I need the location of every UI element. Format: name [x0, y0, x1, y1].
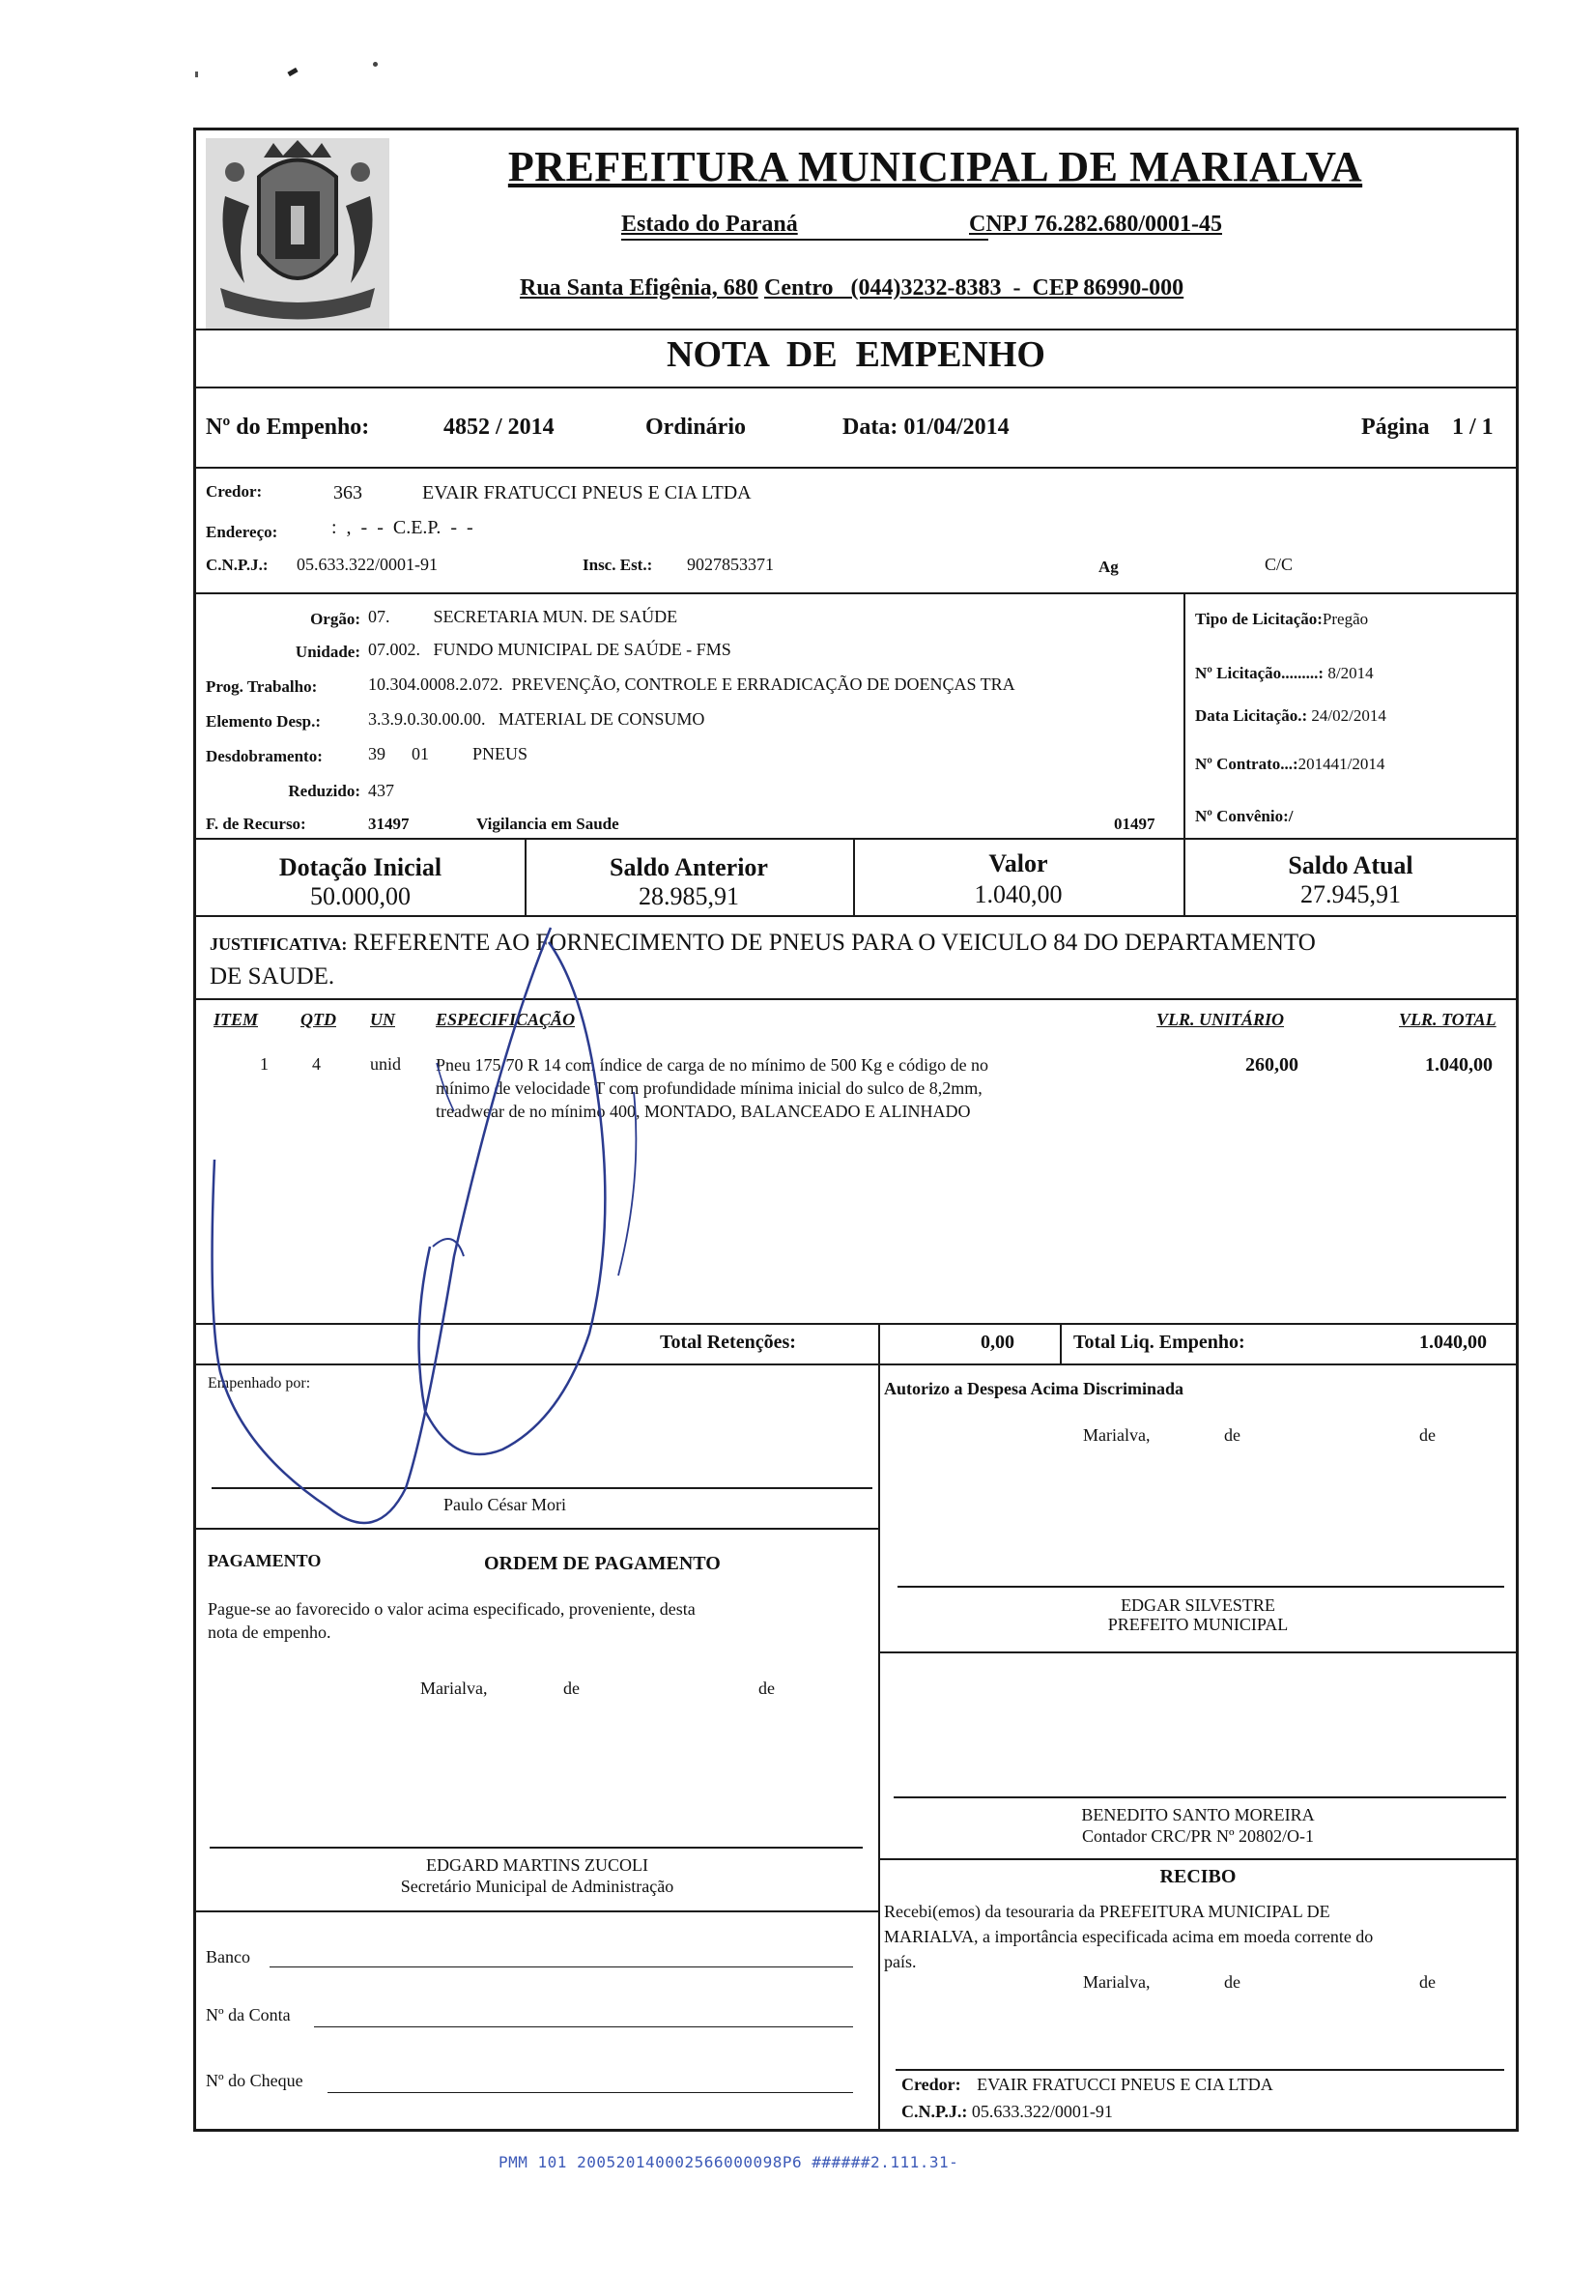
item-description-line-1: Pneu 175/70 R 14 com índice de carga de no mínimo de 500 Kg e código de no: [436, 1055, 989, 1075]
prefeito-title: PREFEITO MUNICIPAL: [1107, 1615, 1289, 1634]
saldo-anterior-label: Saldo Anterior: [610, 853, 768, 881]
numero-convenio: Nº Convênio:/: [1195, 807, 1294, 825]
numero-cheque-field: [328, 2092, 853, 2093]
credor-cnpj-label: C.N.P.J.:: [206, 556, 269, 574]
fonte-recurso-label: F. de Recurso:: [206, 815, 306, 833]
autorizo-de-1: de: [1224, 1425, 1240, 1445]
street-address: Rua Santa Efigênia, 680: [520, 275, 758, 301]
reduzido-label: Reduzido:: [288, 782, 360, 800]
saldo-atual-value: 27.945,91: [1300, 880, 1401, 908]
autorizo-de-2: de: [1419, 1425, 1436, 1445]
pagamento-text-2: nota de empenho.: [208, 1622, 331, 1642]
contador-name: BENEDITO SANTO MOREIRA: [1081, 1805, 1315, 1824]
unidade-value: 07.002. FUNDO MUNICIPAL DE SAÚDE - FMS: [368, 640, 731, 659]
state-name: Estado do Paraná: [621, 212, 798, 237]
col-header-especificacao: ESPECIFICAÇÃO: [436, 1010, 576, 1029]
dotacao-inicial-value: 50.000,00: [310, 882, 411, 910]
orgao-label: Orgão:: [310, 610, 360, 628]
recibo-de-1: de: [1224, 1972, 1240, 1992]
pagamento-text: [208, 1597, 696, 1644]
col-header-qtd: QTD: [300, 1010, 336, 1029]
recibo-cnpj-value: 05.633.322/0001-91: [971, 2102, 1113, 2121]
autorizo-label: Autorizo a Despesa Acima Discriminada: [884, 1379, 1183, 1398]
page-number: 1 / 1: [1452, 415, 1494, 440]
valor-value: 1.040,00: [974, 880, 1063, 908]
total-liquido-value: 1.040,00: [1419, 1332, 1487, 1353]
pagamento-text-1: Pague-se ao favorecido o valor acima especificado, proveniente, desta: [208, 1599, 696, 1619]
numero-licitacao-value: 8/2014: [1327, 664, 1374, 682]
item-unit: unid: [370, 1054, 402, 1074]
footer-tracking-code: PMM 101 200520140002566000098P6 ######2.111.31-: [499, 2153, 959, 2171]
nota-de-empenho-document: [193, 128, 1519, 2132]
empenhado-por-name: Paulo César Mori: [443, 1495, 566, 1514]
valor-label: Valor: [988, 849, 1048, 877]
col-header-item: ITEM: [214, 1010, 259, 1029]
banco-field: [270, 1966, 853, 1967]
reduzido-value: 437: [368, 781, 394, 800]
credor-cnpj: 05.633.322/0001-91: [297, 555, 438, 574]
desdobramento-label: Desdobramento:: [206, 747, 323, 765]
tipo-licitacao-value: Pregão: [1322, 610, 1369, 628]
recibo-credor-label: Credor:: [901, 2075, 961, 2094]
desdobramento-value: 39 01 PNEUS: [368, 744, 528, 763]
municipality-title: PREFEITURA MUNICIPAL DE MARIALVA: [507, 143, 1363, 190]
empenho-date: Data: 01/04/2014: [842, 415, 1010, 440]
ordem-pagamento-title: ORDEM DE PAGAMENTO: [484, 1553, 721, 1574]
banco-label: Banco: [206, 1947, 250, 1966]
recibo-text-1: Recebi(emos) da tesouraria da PREFEITURA MUNICIPAL DE: [884, 1902, 1330, 1921]
tipo-licitacao-label: Tipo de Licitação:: [1195, 610, 1323, 628]
justificativa-text-2: DE SAUDE.: [210, 963, 335, 990]
total-retencoes-label: Total Retenções:: [660, 1332, 796, 1353]
item-description: [436, 1053, 1151, 1123]
recibo-cnpj-label: C.N.P.J.:: [901, 2102, 968, 2121]
numero-licitacao: [1195, 664, 1374, 683]
pagamento-de-1: de: [563, 1679, 580, 1698]
item-total-price: 1.040,00: [1425, 1054, 1493, 1076]
scan-speck-mark: [373, 62, 378, 67]
scan-speck-mark: [287, 68, 298, 76]
fonte-recurso-code: 31497: [368, 815, 410, 833]
empenho-type: Ordinário: [645, 415, 747, 440]
page-label: Página: [1361, 415, 1430, 440]
scan-speck-mark: [195, 72, 198, 77]
data-licitacao: [1195, 706, 1386, 726]
recibo-credor: [901, 2075, 1273, 2095]
prefeito-name: EDGAR SILVESTRE: [1121, 1595, 1275, 1615]
empenho-number: 4852 / 2014: [443, 415, 555, 440]
data-licitacao-label: Data Licitação.:: [1195, 706, 1308, 725]
numero-contrato-label: Nº Contrato...:: [1195, 755, 1298, 773]
recibo-text-3: país.: [884, 1952, 917, 1971]
item-number: 1: [260, 1054, 269, 1074]
elemento-despesa-label: Elemento Desp.:: [206, 712, 321, 731]
dotacao-inicial-label: Dotação Inicial: [278, 853, 442, 881]
numero-conta-label: Nº da Conta: [206, 2005, 291, 2024]
numero-cheque-label: Nº do Cheque: [206, 2071, 303, 2090]
item-description-line-2: mínimo de velocidade T com profundidade mínima inicial do sulco de 8,2mm,: [436, 1078, 983, 1098]
recibo-credor-value: EVAIR FRATUCCI PNEUS E CIA LTDA: [977, 2075, 1273, 2094]
recibo-title: RECIBO: [1159, 1866, 1237, 1887]
document-title: NOTA DE EMPENHO: [667, 334, 1045, 375]
recibo-text-2: MARIALVA, a importância especificada acima em moeda corrente do: [884, 1927, 1374, 1946]
conta-corrente-label: C/C: [1265, 555, 1294, 574]
data-licitacao-value: 24/02/2014: [1311, 706, 1386, 725]
pagamento-label: PAGAMENTO: [208, 1551, 322, 1570]
saldo-atual-label: Saldo Atual: [1288, 851, 1413, 879]
tipo-licitacao: [1195, 610, 1368, 629]
insc-est-label: Insc. Est.:: [583, 556, 653, 574]
col-header-un: UN: [370, 1010, 395, 1029]
recibo-de-2: de: [1419, 1972, 1436, 1992]
pagamento-de-2: de: [758, 1679, 775, 1698]
numero-contrato: [1195, 755, 1384, 774]
unidade-label: Unidade:: [295, 643, 360, 661]
item-description-line-3: treadwear de no mínimo 400, MONTADO, BALANCEADO E ALINHADO: [436, 1102, 971, 1121]
credor-name: EVAIR FRATUCCI PNEUS E CIA LTDA: [422, 482, 752, 503]
col-header-valor-total: VLR. TOTAL: [1399, 1010, 1496, 1029]
secretario-title: Secretário Municipal de Administração: [400, 1877, 674, 1896]
justificativa-label: JUSTIFICATIVA:: [210, 934, 348, 954]
fonte-recurso-code-2: 01497: [1114, 815, 1155, 833]
total-liquido-label: Total Liq. Empenho:: [1073, 1332, 1245, 1353]
endereco-value: : , - - C.E.P. - -: [331, 517, 473, 538]
numero-contrato-value: 201441/2014: [1297, 755, 1385, 773]
numero-licitacao-label: Nº Licitação.........:: [1195, 664, 1325, 682]
contador-title: Contador CRC/PR Nº 20802/O-1: [1081, 1826, 1315, 1846]
credor-code: 363: [333, 482, 362, 503]
justificativa-text-1: REFERENTE AO FORNECIMENTO DE PNEUS PARA O VEICULO 84 DO DEPARTAMENTO: [353, 930, 1316, 956]
header-cnpj: CNPJ 76.282.680/0001-45: [969, 212, 1222, 237]
insc-est-value: 9027853371: [687, 555, 774, 574]
autorizo-city: Marialva,: [1083, 1425, 1151, 1445]
recibo-city: Marialva,: [1083, 1972, 1151, 1992]
justificativa: [210, 927, 1504, 993]
saldo-anterior-value: 28.985,91: [639, 882, 739, 910]
numero-conta-field: [314, 2026, 853, 2027]
municipal-crest-logo: [206, 138, 389, 330]
prog-trabalho-value: 10.304.0008.2.072. PREVENÇÃO, CONTROLE E ERRADICAÇÃO DE DOENÇAS TRA: [368, 674, 1015, 694]
item-quantity: 4: [312, 1054, 321, 1074]
prog-trabalho-label: Prog. Trabalho:: [206, 677, 318, 696]
secretario-name: EDGARD MARTINS ZUCOLI: [426, 1855, 648, 1875]
fonte-recurso-name: Vigilancia em Saude: [476, 815, 619, 833]
empenhado-por-label: Empenhado por:: [208, 1375, 311, 1392]
item-unit-price: 260,00: [1245, 1054, 1298, 1076]
total-retencoes-value: 0,00: [981, 1332, 1014, 1353]
agencia-label: Ag: [1098, 558, 1119, 576]
recibo-text: [884, 1899, 1518, 1974]
pagamento-city: Marialva,: [420, 1679, 488, 1698]
credor-label: Credor:: [206, 482, 263, 501]
elemento-despesa-value: 3.3.9.0.30.00.00. MATERIAL DE CONSUMO: [368, 709, 705, 729]
col-header-valor-unitario: VLR. UNITÁRIO: [1156, 1010, 1285, 1029]
empenho-number-label: Nº do Empenho:: [206, 415, 370, 440]
address-contact: Centro (044)3232-8383 - CEP 86990-000: [764, 275, 1184, 301]
orgao-value: 07. SECRETARIA MUN. DE SAÚDE: [368, 607, 678, 626]
recibo-cnpj: [901, 2102, 1113, 2122]
endereco-label: Endereço:: [206, 523, 278, 541]
